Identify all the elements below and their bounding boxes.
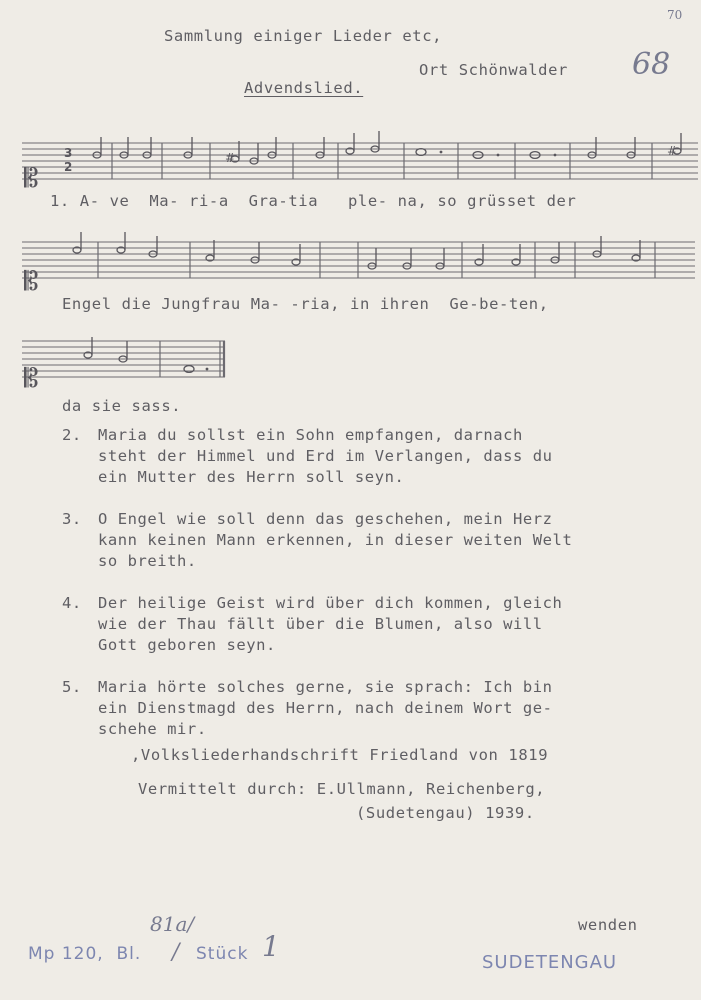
svg-text:#: # xyxy=(667,144,678,158)
verse-line: wie der Thau fällt über die Blumen, also will xyxy=(98,615,543,633)
lyrics-line-2: Engel die Jungfrau Ma- -ria, in ihren Ge-be-ten, xyxy=(62,295,549,313)
svg-text:2: 2 xyxy=(64,160,73,174)
verse-5 xyxy=(62,677,553,740)
verse-line: Maria du sollst ein Sohn empfangen, darnach xyxy=(98,426,523,444)
verse-line: kann keinen Mann erkennen, in dieser weiten Welt xyxy=(98,531,573,549)
verse-number: 4. xyxy=(62,594,82,612)
verse-3 xyxy=(62,509,572,572)
stueck-number: 1 xyxy=(262,930,280,963)
svg-text:#: # xyxy=(225,151,236,165)
source-line-2: Vermittelt durch: E.Ullmann, Reichenberg, xyxy=(138,780,546,798)
place-name: Ort Schönwalder xyxy=(419,61,568,79)
verse-line: Der heilige Geist wird über dich kommen, gleich xyxy=(98,594,563,612)
music-staff-1 xyxy=(0,135,701,195)
stueck-label: Stück xyxy=(196,944,249,964)
lyrics-line-3: da sie sass. xyxy=(62,397,182,415)
verse-number: 3. xyxy=(62,510,82,528)
source-line-3: (Sudetengau) 1939. xyxy=(356,804,535,822)
music-staff-3 xyxy=(0,335,240,395)
verse-line: schehe mir. xyxy=(98,720,207,738)
handwritten-number: 68 xyxy=(632,47,671,82)
verse-2 xyxy=(62,425,553,488)
svg-text:3: 3 xyxy=(64,146,73,160)
verse-line: so breith. xyxy=(98,552,197,570)
corner-page-number: 70 xyxy=(667,8,683,22)
svg-text:𝄡: 𝄡 xyxy=(24,364,39,394)
verse-line: Maria hörte solches gerne, sie sprach: Ich bin xyxy=(98,678,553,696)
song-title: Advendslied. xyxy=(244,79,364,97)
svg-text:𝄡: 𝄡 xyxy=(24,267,39,297)
verse-line: Gott geboren seyn. xyxy=(98,636,276,654)
folio-number: 81a/ xyxy=(150,912,195,936)
verse-line: ein Mutter des Herrn soll seyn. xyxy=(98,468,405,486)
verse-number: 2. xyxy=(62,426,82,444)
music-staff-2 xyxy=(0,238,701,298)
verse-number: 5. xyxy=(62,678,82,696)
verse-line: ein Dienstmagd des Herrn, nach deinem Wort ge- xyxy=(98,699,553,717)
lyrics-line-1: 1. A- ve Ma- ri-a Gra-tia ple- na, so grüsset der xyxy=(50,192,577,210)
verse-line: steht der Himmel und Erd im Verlangen, dass du xyxy=(98,447,553,465)
turn-over-note: wenden xyxy=(578,916,638,934)
verse-line: O Engel wie soll denn das geschehen, mein Herz xyxy=(98,510,553,528)
collection-title: Sammlung einiger Lieder etc, xyxy=(164,27,443,45)
clef-symbol: 𝄡 xyxy=(24,164,39,194)
folio-slash: / xyxy=(172,940,180,965)
source-line-1: ,Volksliederhandschrift Friedland von 1819 xyxy=(131,746,549,764)
verse-4 xyxy=(62,593,562,656)
region-stamp: SUDETENGAU xyxy=(482,952,618,973)
archive-reference: Mp 120, Bl. xyxy=(28,944,142,964)
